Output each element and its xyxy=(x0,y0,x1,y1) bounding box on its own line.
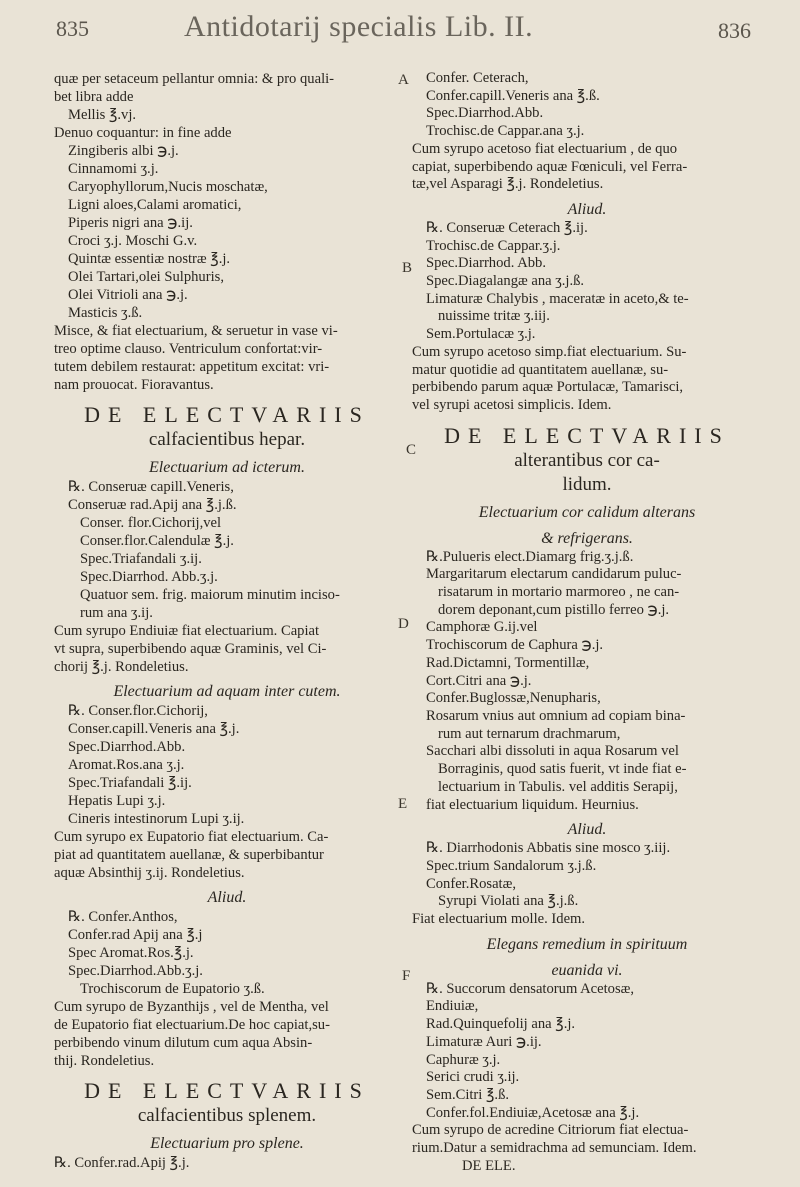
right-column-line: Rosarum vnius aut omnium ad copiam bina- xyxy=(426,707,686,724)
left-column-line: treo optime clauso. Ventriculum confortat:vir- xyxy=(54,341,323,357)
right-column-line: Confer.Rosatæ, xyxy=(426,875,516,892)
right-column-line: Sacchari albi dissoluti in aqua Rosarum vel xyxy=(426,743,679,760)
left-column-line: Mellis ℥.vj. xyxy=(68,107,137,123)
left-column-line: ℞. Conseruæ capill.Veneris, xyxy=(68,479,234,495)
left-column-line: Conser.flor.Calendulæ ℥.j. xyxy=(80,533,234,549)
page-header xyxy=(0,6,800,56)
margin-letter-d: D xyxy=(398,616,409,632)
left-column-line: Spec.Diarrhod.Abb. xyxy=(68,739,186,755)
right-column-line: DE ELECTVARIIS xyxy=(444,422,730,448)
right-column-line: capiat, superbibendo aquæ Fœniculi, vel Ferra- xyxy=(412,158,688,175)
right-column-line: Limaturæ Chalybis , maceratæ in aceto,& te- xyxy=(426,290,689,307)
left-column-line: Electuarium pro splene. xyxy=(150,1135,304,1152)
right-column-line: Sem.Citri ℥.ß. xyxy=(426,1086,510,1103)
right-column-line: Confer.Buglossæ,Nenupharis, xyxy=(426,690,601,707)
right-column-line: Borraginis, quod satis fuerit, vt inde fiat e- xyxy=(438,761,687,778)
right-column-line: Camphoræ G.ij.vel xyxy=(426,619,538,636)
left-column-line: Spec.Triafandali ℥.ij. xyxy=(68,775,192,791)
left-column-line: Denuo coquantur: in fine adde xyxy=(54,125,232,141)
left-column-line: Aromat.Ros.ana ʒ.j. xyxy=(68,757,185,773)
margin-letter-a: A xyxy=(398,72,409,88)
right-column-line: lidum. xyxy=(562,473,612,495)
right-column-line: rum aut ternarum drachmarum, xyxy=(438,725,621,742)
left-column-line: Olei Tartari,olei Sulphuris, xyxy=(68,269,224,285)
left-column-line: Cineris intestinorum Lupi ʒ.ij. xyxy=(68,811,245,827)
left-column-line: Quintæ essentiæ nostræ ℥.j. xyxy=(68,251,231,267)
margin-letter-e: E xyxy=(398,796,408,812)
margin-letter-b: B xyxy=(402,260,413,276)
right-column-line: Elegans remedium in spirituum xyxy=(486,935,688,953)
right-column-line: & refrigerans. xyxy=(541,529,633,547)
right-column-line: Sem.Portulacæ ʒ.j. xyxy=(426,326,536,343)
right-column-line: matur quotidie ad quantitatem auellanæ, su- xyxy=(412,361,669,378)
left-column-line: Cum syrupo Endiuiæ fiat electuarium. Capiat xyxy=(54,623,320,639)
right-column-line: Confer. Ceterach, xyxy=(426,70,529,86)
right-column-line: euanida vi. xyxy=(551,961,623,979)
left-column-line: Electuarium ad icterum. xyxy=(149,459,305,476)
right-column-line: Aliud. xyxy=(567,821,607,839)
right-column-line: Spec.Diarrhod.Abb. xyxy=(426,105,544,122)
right-column-line: alterantibus cor ca- xyxy=(514,449,660,471)
right-column-line: Spec.Diagalangæ ana ʒ.j.ß. xyxy=(426,273,585,290)
left-column-line: Electuarium ad aquam inter cutem. xyxy=(113,683,341,700)
right-column xyxy=(412,70,762,1175)
left-column-line: Spec Aromat.Ros.℥.j. xyxy=(68,945,194,961)
right-column-line: Trochisc.de Cappar.ʒ.j. xyxy=(426,237,561,254)
left-column-line: Spec.Triafandali ʒ.ij. xyxy=(80,551,202,567)
left-column-line: Cum syrupo ex Eupatorio fiat electuarium. Ca- xyxy=(54,829,329,845)
right-column-line: Syrupi Violati ana ℥.j.ß. xyxy=(438,893,579,910)
left-column-line: Masticis ʒ.ß. xyxy=(68,305,143,321)
right-column-line: risatarum in mortario marmoreo , ne can- xyxy=(438,584,680,601)
left-column-line: Misce, & fiat electuarium, & seruetur in vase vi- xyxy=(54,323,338,339)
left-column-line: ℞. Confer.rad.Apij ℥.j. xyxy=(54,1155,190,1171)
left-column-line: vt supra, superbibendo aquæ Graminis, vel Ci- xyxy=(54,641,327,657)
left-column-line: aquæ Absinthij ʒ.ij. Rondeletius. xyxy=(54,865,245,881)
right-column-line: Aliud. xyxy=(567,200,607,218)
right-column-line: Serici crudi ʒ.ij. xyxy=(426,1069,520,1086)
left-column-line: bet libra adde xyxy=(54,89,134,105)
right-column-line: Cort.Citri ana ℈.j. xyxy=(426,672,532,689)
right-column-line: Confer.fol.Endiuiæ,Acetosæ ana ℥.j. xyxy=(426,1104,640,1121)
right-column-line: nuissime tritæ ʒ.iij. xyxy=(438,308,550,325)
left-column-line: tutem debilem restaurat: appetitum excitat: vri- xyxy=(54,359,330,375)
left-column-line: ℞. Conser.flor.Cichorij, xyxy=(68,703,208,719)
left-column-line: Zingiberis albi ℈.j. xyxy=(68,143,179,159)
left-column-line: de Eupatorio fiat electuarium.De hoc capiat,su- xyxy=(54,1017,330,1033)
page-number-right: 836 xyxy=(718,18,751,43)
left-column-line: thij. Rondeletius. xyxy=(54,1053,155,1069)
left-column-line: Trochiscorum de Eupatorio ʒ.ß. xyxy=(80,981,265,997)
right-column-line: Rad.Dictamni, Tormentillæ, xyxy=(426,654,590,671)
left-column-line: Caryophyllorum,Nucis moschatæ, xyxy=(68,179,268,195)
right-column-line: ℞. Conseruæ Ceterach ℥.ij. xyxy=(426,219,588,236)
left-column-line: DE ELECTVARIIS xyxy=(84,402,370,427)
left-column-line: Conseruæ rad.Apij ana ℥.j.ß. xyxy=(68,497,237,513)
right-column-line: ℞. Diarrhodonis Abbatis sine mosco ʒ.iij. xyxy=(426,840,671,857)
right-column-line: vel syrupi acetosi simplicis. Idem. xyxy=(412,396,612,413)
right-column-line: Rad.Quinquefolij ana ℥.j. xyxy=(426,1016,576,1033)
left-column-line: rum ana ʒ.ij. xyxy=(80,605,153,621)
right-column-line: lectuarium in Tabulis. vel additis Serapij, xyxy=(438,778,678,795)
left-column xyxy=(54,70,400,1172)
left-column-line: calfacientibus splenem. xyxy=(137,1105,317,1126)
right-column-line: Trochiscorum de Caphura ℈.j. xyxy=(426,637,604,654)
margin-letter-f: F xyxy=(402,968,411,984)
right-column-line: Cum syrupo acetoso fiat electuarium , de quo xyxy=(412,140,678,157)
right-column-line: Cum syrupo acetoso simp.fiat electuarium. Su- xyxy=(412,343,687,360)
left-column-line: Olei Vitrioli ana ℈.j. xyxy=(68,287,188,303)
left-column-line: Croci ʒ.j. Moschi G.v. xyxy=(68,233,198,249)
running-title: Antidotarij specialis Lib. II. xyxy=(184,10,534,43)
right-column-line: Caphuræ ʒ.j. xyxy=(426,1051,501,1068)
right-column-line: tæ,vel Asparagi ℥.j. Rondeletius. xyxy=(412,176,604,193)
right-column-line: dorem deponant,cum pistillo ferreo ℈.j. xyxy=(438,601,670,618)
right-column-line: Endiuiæ, xyxy=(426,998,479,1015)
right-column-line: DE ELE. xyxy=(462,1157,516,1174)
right-column-line: Spec.Diarrhod. Abb. xyxy=(426,255,546,272)
left-column-line: Hepatis Lupi ʒ.j. xyxy=(68,793,166,809)
right-column-line: rium.Datur a semidrachma ad semunciam. Idem. xyxy=(412,1140,697,1157)
left-column-line: DE ELECTVARIIS xyxy=(84,1078,370,1103)
left-column-line: perbibendo vinum dilutum cum aqua Absin- xyxy=(54,1035,313,1051)
left-column-line: Cum syrupo de Byzanthijs , vel de Mentha, vel xyxy=(54,999,329,1015)
right-column-line: Spec.trium Sandalorum ʒ.j.ß. xyxy=(426,857,597,874)
right-column-line: ℞. Succorum densatorum Acetosæ, xyxy=(426,980,635,997)
left-column-line: Ligni aloes,Calami aromatici, xyxy=(68,197,242,213)
left-column-line: calfacientibus hepar. xyxy=(148,429,306,450)
margin-letter-c: C xyxy=(406,442,417,458)
right-column-line: Fiat electuarium molle. Idem. xyxy=(412,911,586,928)
left-column-line: Cinnamomi ʒ.j. xyxy=(68,161,159,177)
left-column-line: Aliud. xyxy=(207,889,247,906)
right-column-line: Cum syrupo de acredine Citriorum fiat electua- xyxy=(412,1122,689,1139)
left-column-line: ℞. Confer.Anthos, xyxy=(68,909,178,925)
left-column-line: Piperis nigri ana ℈.ij. xyxy=(68,215,193,231)
right-column-line: perbibendo parum aquæ Portulacæ, Tamarisci, xyxy=(412,379,684,396)
left-column-line: Spec.Diarrhod. Abb.ʒ.j. xyxy=(80,569,218,585)
right-column-line: Limaturæ Auri ℈.ij. xyxy=(426,1033,542,1050)
left-column-line: Conser. flor.Cichorij,vel xyxy=(80,515,222,531)
page-number-left: 835 xyxy=(56,16,89,41)
left-column-line: Conser.capill.Veneris ana ℥.j. xyxy=(68,721,240,737)
left-column-line: Spec.Diarrhod.Abb.ʒ.j. xyxy=(68,963,203,979)
right-column-line: Trochisc.de Cappar.ana ʒ.j. xyxy=(426,123,585,140)
right-column-line: fiat electuarium liquidum. Heurnius. xyxy=(426,796,639,813)
right-column-line: Margaritarum electarum candidarum puluc- xyxy=(426,566,682,583)
left-column-line: Confer.rad Apij ana ℥.j xyxy=(68,927,203,943)
right-column-line: Electuarium cor calidum alterans xyxy=(478,503,696,521)
right-column-line: Confer.capill.Veneris ana ℥.ß. xyxy=(426,87,600,104)
left-column-line: piat ad quantitatem auellanæ, & superbibantur xyxy=(54,847,324,863)
right-column-line: ℞.Pulueris elect.Diamarg frig.ʒ.j.ß. xyxy=(426,548,634,565)
left-column-line: chorij ℥.j. Rondeletius. xyxy=(54,659,189,675)
left-column-line: Quatuor sem. frig. maiorum minutim inciso- xyxy=(80,587,340,603)
left-column-line: quæ per setaceum pellantur omnia: & pro quali- xyxy=(54,71,335,87)
left-column-line: nam prouocat. Fioravantus. xyxy=(54,377,214,393)
